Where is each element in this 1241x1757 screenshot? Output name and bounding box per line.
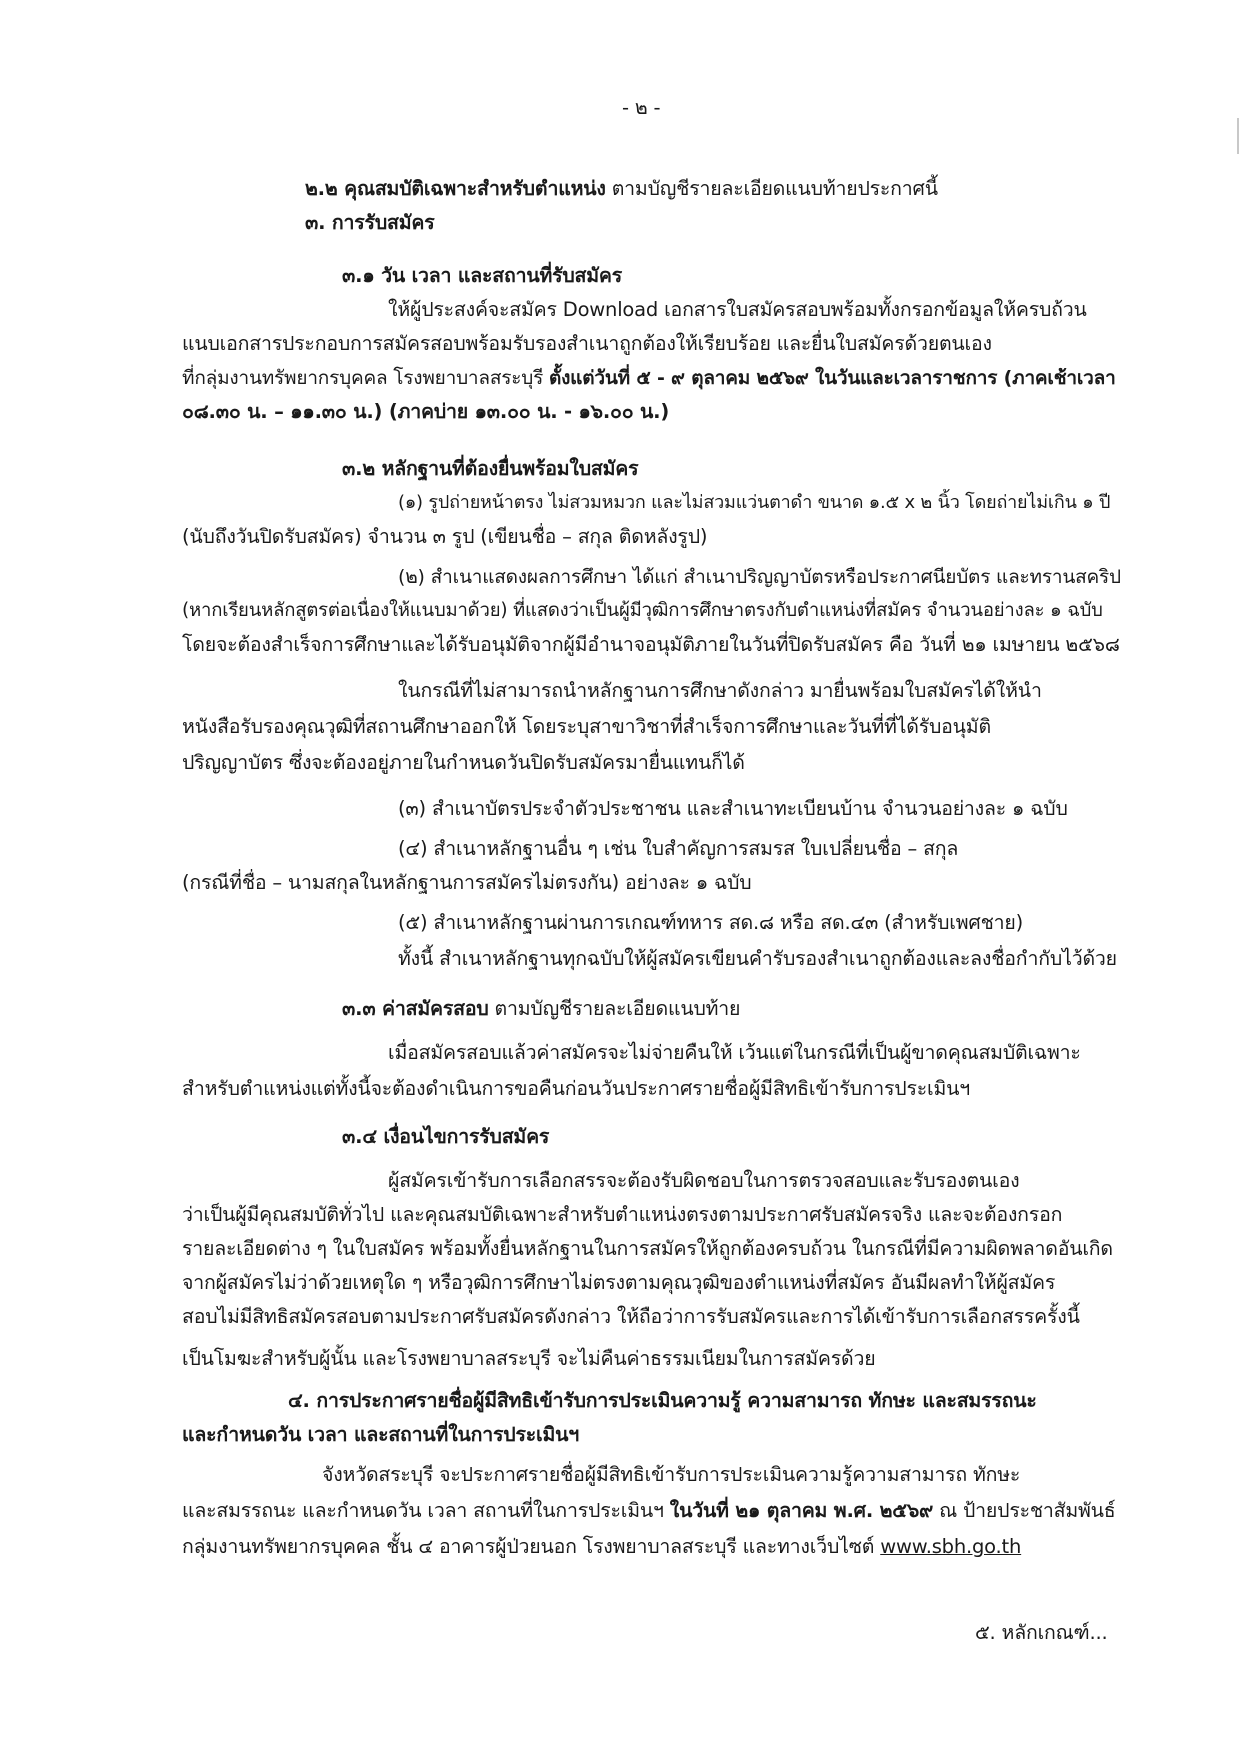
announcement-date: ในวันที่ ๒๑ ตุลาคม พ.ศ. ๒๕๖๙: [669, 1499, 934, 1522]
section-3-1-hours: ๐๘.๓๐ น. – ๑๑.๓๐ น.) (ภาคบ่าย ๑๓.๐๐ น. - ๑๖.๐๐ น.): [182, 400, 670, 423]
section-3-4-heading: ๓.๔ เงื่อนไขการรับสมัคร: [342, 1125, 550, 1148]
section-3-3-heading: [342, 996, 740, 1022]
section-2-2: [305, 176, 938, 202]
section-3-4-line: ผู้สมัครเข้ารับการเลือกสรรจะต้องรับผิดชอบในการตรวจสอบและรับรองตนเอง: [388, 1169, 1020, 1192]
section-3-heading: ๓. การรับสมัคร: [305, 211, 435, 234]
document-item-5: (๕) สำเนาหลักฐานผ่านการเกณฑ์ทหาร สด.๘ หรือ สด.๔๓ (สำหรับเพศชาย): [398, 911, 1024, 934]
section-3-3-title: ๓.๓ ค่าสมัครสอบ: [342, 997, 489, 1020]
section-4-line: [182, 1498, 1116, 1524]
section-4-text: และสมรรถนะ และกำหนดวัน เวลา สถานที่ในการประเมินฯ: [182, 1499, 670, 1522]
document-item-2: (๒) สำเนาแสดงผลการศึกษา ได้แก่ สำเนาปริญญาบัตรหรือประกาศนียบัตร และทรานสคริป: [398, 566, 1121, 588]
document-item-1-cont: (นับถึงวันปิดรับสมัคร) จำนวน ๓ รูป (เขียนชื่อ – สกุล ติดหลังรูป): [182, 525, 708, 548]
section-3-1-heading: ๓.๑ วัน เวลา และสถานที่รับสมัคร: [342, 264, 623, 287]
application-period: ตั้งแต่วันที่ ๕ - ๙ ตุลาคม ๒๕๖๙ ในวันและเวลาราชการ (ภาคเช้าเวลา: [548, 367, 1116, 389]
section-3-4-line: รายละเอียดต่าง ๆ ในใบสมัคร พร้อมทั้งยื่นหลักฐานในการสมัครให้ถูกต้องครบถ้วน ในกรณีที่มีความผิดพลาดอันเกิด: [182, 1237, 1113, 1260]
section-3-1-line: แนบเอกสารประกอบการสมัครสอบพร้อมรับรองสำเนาถูกต้องให้เรียบร้อย และยื่นใบสมัครด้วยตนเอง: [182, 332, 992, 355]
section-3-3-line: เมื่อสมัครสอบแล้วค่าสมัครจะไม่จ่ายคืนให้ เว้นแต่ในกรณีที่เป็นผู้ขาดคุณสมบัติเฉพาะ: [388, 1041, 1081, 1064]
document-item-4-cont: (กรณีที่ชื่อ – นามสกุลในหลักฐานการสมัครไม่ตรงกัน) อย่างละ ๑ ฉบับ: [182, 871, 752, 894]
section-3-3-line: สำหรับตำแหน่งแต่ทั้งนี้จะต้องดำเนินการขอคืนก่อนวันประกาศรายชื่อผู้มีสิทธิเข้ารับการประเมินฯ: [182, 1077, 971, 1100]
section-3-4-line: สอบไม่มีสิทธิสมัครสอบตามประกาศรับสมัครดังกล่าว ให้ถือว่าการรับสมัครและการได้เข้ารับการเลือกสรรครั้งนี้: [182, 1305, 1080, 1328]
section-4-text: ณ ป้ายประชาสัมพันธ์: [933, 1499, 1116, 1522]
section-3-1-line: ให้ผู้ประสงค์จะสมัคร Download เอกสารใบสมัครสอบพร้อมทั้งกรอกข้อมูลให้ครบถ้วน: [388, 298, 1087, 321]
document-item-2-cont: โดยจะต้องสำเร็จการศึกษาและได้รับอนุมัติจากผู้มีอำนาจอนุมัติภายในวันที่ปิดรับสมัคร คือ วันที่ ๒๑ เมษายน ๒๕๖๘: [182, 633, 1120, 656]
section-3-4-line: จากผู้สมัครไม่ว่าด้วยเหตุใด ๆ หรือวุฒิการศึกษาไม่ตรงตามคุณวุฒิของตำแหน่งที่สมัคร อันมีผลทำให้ผู้สมัคร: [182, 1271, 1056, 1294]
document-item-1: (๑) รูปถ่ายหน้าตรง ไม่สวมหมวก และไม่สวมแว่นตาดำ ขนาด ๑.๕ x ๒ นิ้ว โดยถ่ายไม่เกิน ๑ ปี: [398, 492, 1111, 513]
document-item-2-cont: (หากเรียนหลักสูตรต่อเนื่องให้แนบมาด้วย) ที่แสดงว่าเป็นผู้มีวุฒิการศึกษาตรงกับตำแหน่งที่สมัคร จำนวนอย่างละ ๑ ฉบับ: [182, 600, 1103, 621]
section-3-1-text: ที่กลุ่มงานทรัพยากรบุคคล โรงพยาบาลสระบุรี: [182, 367, 549, 389]
section-4-heading: ๔. การประกาศรายชื่อผู้มีสิทธิเข้ารับการประเมินความรู้ ความสามารถ ทักษะ และสมรรถนะ: [288, 1389, 1037, 1412]
section-3-1-line: [182, 365, 1116, 391]
section-3-4-line: ว่าเป็นผู้มีคุณสมบัติทั่วไป และคุณสมบัติเฉพาะสำหรับตำแหน่งตรงตามประกาศรับสมัครจริง และจะต้องกรอก: [182, 1203, 1063, 1226]
section-3-2-paragraph: หนังสือรับรองคุณวุฒิที่สถานศึกษาออกให้ โดยระบุสาขาวิชาที่สำเร็จการศึกษาและวันที่ที่ได้รับอนุมัติ: [182, 715, 991, 738]
scan-edge-mark: [1237, 118, 1239, 154]
section-3-2-heading: ๓.๒ หลักฐานที่ต้องยื่นพร้อมใบสมัคร: [342, 457, 639, 480]
section-4-text: กลุ่มงานทรัพยากรบุคคล ชั้น ๔ อาคารผู้ป่วยนอก โรงพยาบาลสระบุรี และทางเว็บไซต์: [182, 1535, 881, 1558]
section-3-4-line: เป็นโมฆะสำหรับผู้นั้น และโรงพยาบาลสระบุรี จะไม่คืนค่าธรรมเนียมในการสมัครด้วย: [182, 1347, 876, 1370]
section-4-line: [182, 1534, 1021, 1560]
section-3-2-note: ทั้งนี้ สำเนาหลักฐานทุกฉบับให้ผู้สมัครเขียนคำรับรองสำเนาถูกต้องและลงชื่อกำกับไว้ด้วย: [398, 947, 1117, 970]
website-link[interactable]: www.sbh.go.th: [880, 1535, 1022, 1558]
section-4-heading-cont: และกำหนดวัน เวลา และสถานที่ในการประเมินฯ: [182, 1423, 580, 1446]
section-2-2-title: ๒.๒ คุณสมบัติเฉพาะสำหรับตำแหน่ง: [305, 177, 606, 200]
section-4-line: จังหวัดสระบุรี จะประกาศรายชื่อผู้มีสิทธิเข้ารับการประเมินความรู้ความสามารถ ทักษะ: [322, 1463, 1021, 1486]
section-3-2-paragraph: ปริญญาบัตร ซึ่งจะต้องอยู่ภายในกำหนดวันปิดรับสมัครมายื่นแทนก็ได้: [182, 751, 745, 774]
section-3-2-paragraph: ในกรณีที่ไม่สามารถนำหลักฐานการศึกษาดังกล่าว มายื่นพร้อมใบสมัครได้ให้นำ: [398, 679, 1042, 702]
section-3-3-text: ตามบัญชีรายละเอียดแนบท้าย: [488, 997, 741, 1020]
page-number: - ๒ -: [622, 96, 661, 119]
document-item-4: (๔) สำเนาหลักฐานอื่น ๆ เช่น ใบสำคัญการสมรส ใบเปลี่ยนชื่อ – สกุล: [398, 837, 959, 860]
next-page-catchword: ๕. หลักเกณฑ์...: [975, 1621, 1108, 1644]
section-2-2-text: ตามบัญชีรายละเอียดแนบท้ายประกาศนี้: [605, 177, 938, 200]
document-item-3: (๓) สำเนาบัตรประจำตัวประชาชน และสำเนาทะเบียนบ้าน จำนวนอย่างละ ๑ ฉบับ: [398, 797, 1068, 820]
